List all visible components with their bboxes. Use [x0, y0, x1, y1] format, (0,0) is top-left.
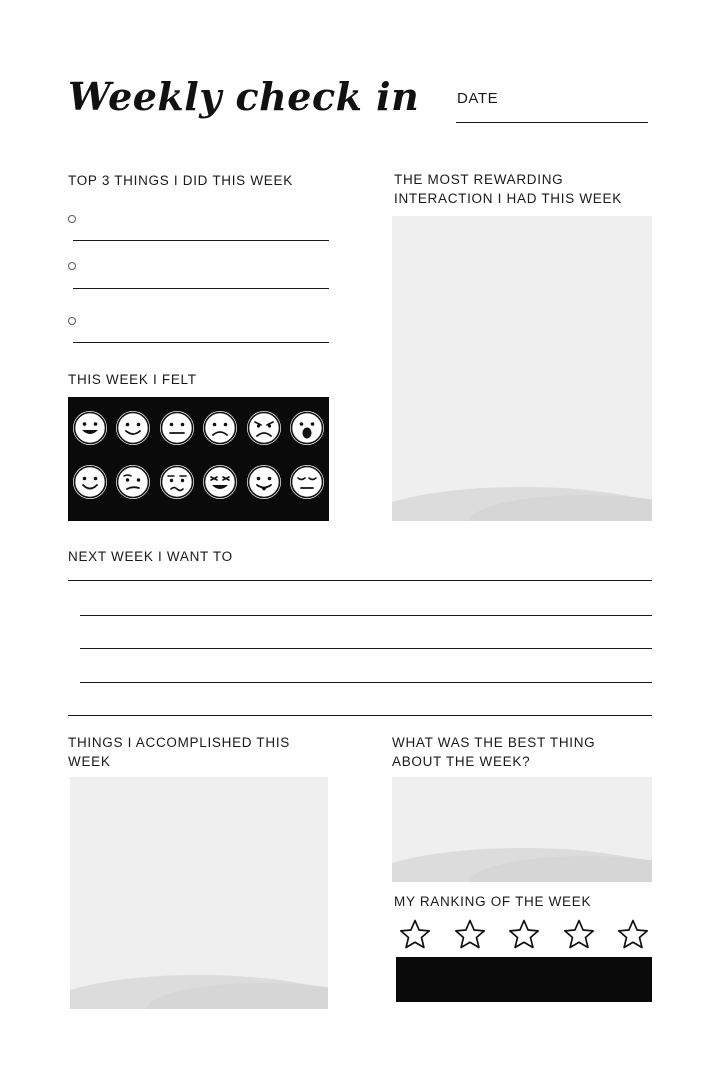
accomplished-heading: THINGS I ACCOMPLISHED THIS WEEK — [68, 735, 290, 769]
smiling-face-icon[interactable] — [116, 411, 150, 445]
mood-emoji-panel — [68, 397, 329, 521]
top3-line-2[interactable] — [73, 288, 329, 289]
happy-face-icon[interactable] — [73, 465, 107, 499]
neutral-face-icon[interactable] — [160, 411, 194, 445]
top3-heading: TOP 3 THINGS I DID THIS WEEK — [68, 173, 293, 188]
ranking-heading: MY RANKING OF THE WEEK — [394, 894, 592, 909]
grinning-face-icon[interactable] — [73, 411, 107, 445]
best-thing-photo-placeholder[interactable] — [392, 777, 652, 882]
accomplished-photo-placeholder[interactable] — [70, 777, 328, 1009]
frowning-face-icon[interactable] — [203, 411, 237, 445]
star-icon-2[interactable] — [453, 917, 487, 951]
thinking-face-icon[interactable] — [116, 465, 150, 499]
next-week-heading: NEXT WEEK I WANT TO — [68, 549, 233, 564]
star-icon-1[interactable] — [398, 917, 432, 951]
next-week-line-5[interactable] — [68, 715, 652, 716]
rewarding-photo-placeholder[interactable] — [392, 216, 652, 521]
date-label: DATE — [457, 90, 499, 107]
next-week-line-2[interactable] — [80, 615, 652, 616]
top3-bullet-2[interactable] — [68, 262, 76, 270]
best-thing-heading: WHAT WAS THE BEST THING ABOUT THE WEEK? — [392, 735, 596, 769]
mood-emoji-row-1 — [68, 411, 329, 445]
mood-emoji-row-2 — [68, 465, 329, 499]
star-icon-5[interactable] — [616, 917, 650, 951]
next-week-line-3[interactable] — [80, 648, 652, 649]
felt-heading: THIS WEEK I FELT — [68, 372, 197, 387]
dizzy-face-icon[interactable] — [290, 465, 324, 499]
ranking-note-block[interactable] — [396, 957, 652, 1002]
top3-bullet-3[interactable] — [68, 317, 76, 325]
laughing-face-icon[interactable] — [203, 465, 237, 499]
tongue-out-face-icon[interactable] — [247, 465, 281, 499]
ranking-stars — [398, 917, 650, 951]
next-week-line-4[interactable] — [80, 682, 652, 683]
top3-bullet-1[interactable] — [68, 215, 76, 223]
star-icon-4[interactable] — [562, 917, 596, 951]
rewarding-heading: THE MOST REWARDING INTERACTION I HAD THIS WEEK — [394, 172, 622, 206]
astonished-face-icon[interactable] — [290, 411, 324, 445]
top3-line-3[interactable] — [73, 342, 329, 343]
star-icon-3[interactable] — [507, 917, 541, 951]
page-title: Weekly check in — [68, 74, 420, 119]
worried-face-icon[interactable] — [160, 465, 194, 499]
date-input-line[interactable] — [456, 122, 648, 123]
top3-line-1[interactable] — [73, 240, 329, 241]
next-week-line-1[interactable] — [68, 580, 652, 581]
sad-face-icon[interactable] — [247, 411, 281, 445]
